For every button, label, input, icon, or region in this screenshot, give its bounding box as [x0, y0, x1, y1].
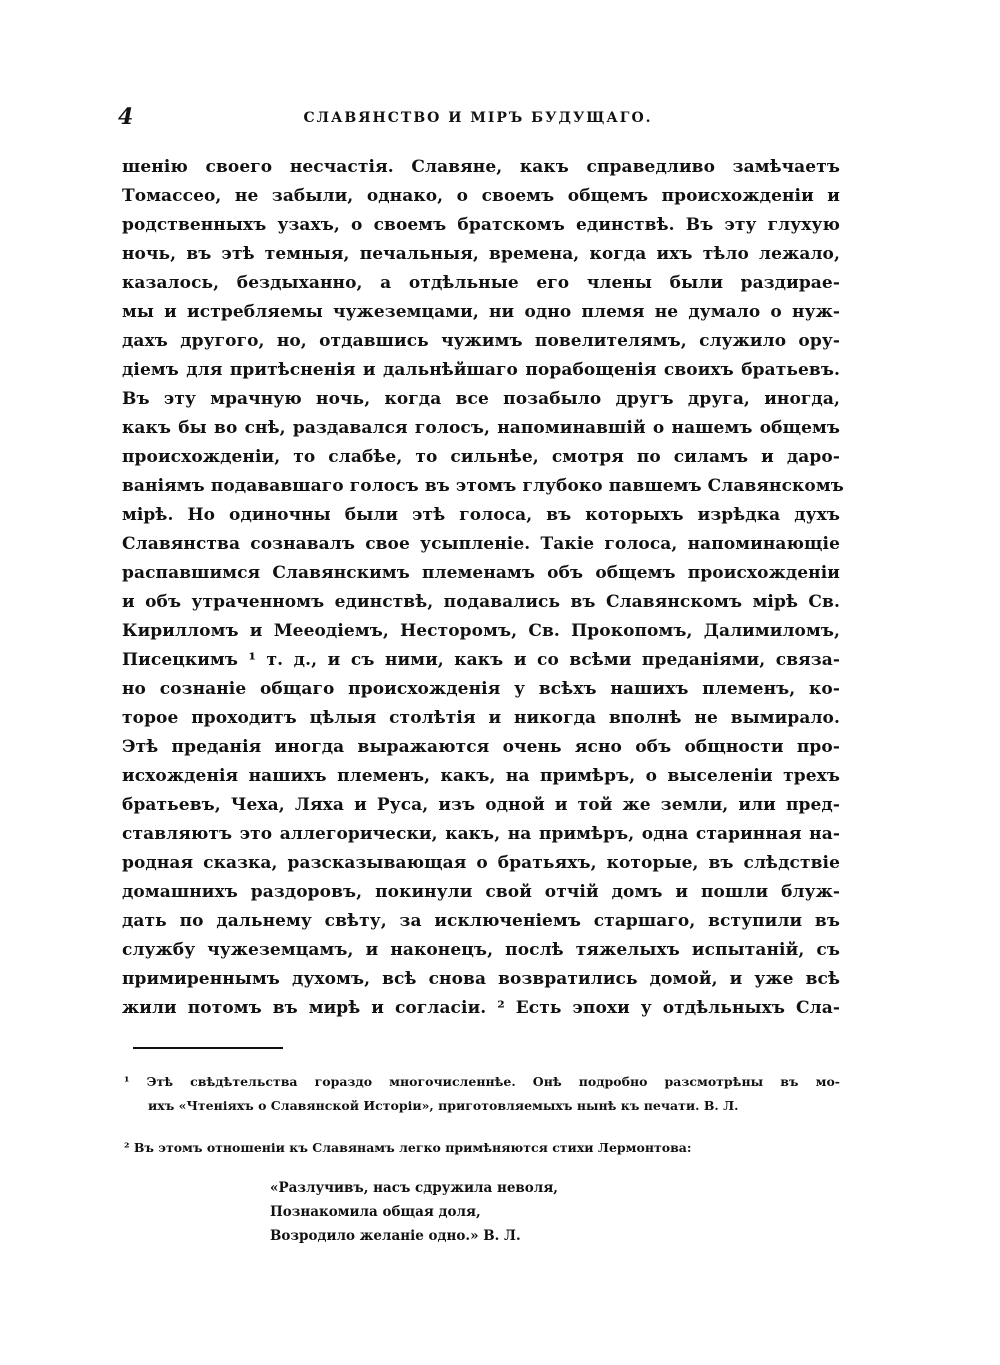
body-text [122, 153, 844, 1023]
body-line: Писецкимъ ¹ т. д., и съ ними, какъ и со всѣми преданіями, связа- [122, 650, 840, 670]
footnote-poem [270, 1176, 670, 1248]
body-line: происхожденіи, то слабѣе, то сильнѣе, смотря по силамъ и даро- [122, 447, 840, 467]
body-line: мірѣ. Но одиночны были этѣ голоса, въ которыхъ изрѣдка духъ [122, 505, 840, 525]
body-line: дать по дальнему свѣту, за исключеніемъ старшаго, вступили въ [122, 911, 840, 931]
body-line: шенію своего несчастія. Славяне, какъ справедливо замѣчаетъ [122, 157, 840, 177]
body-line: родная сказка, разсказывающая о братьяхъ, которые, въ слѣдствіе [122, 853, 840, 873]
footnote-divider [133, 1047, 283, 1049]
body-line: домашнихъ раздоровъ, покинули свой отчій домъ и пошли блуж- [122, 882, 840, 902]
body-line: распавшимся Славянскимъ племенамъ объ общемъ происхожденіи [122, 563, 840, 583]
running-title: СЛАВЯНСТВО И МІРЪ БУДУЩАГО. [303, 110, 653, 126]
body-line: родственныхъ узахъ, о своемъ братскомъ единствѣ. Въ эту глухую [122, 215, 840, 235]
running-head [118, 104, 838, 134]
body-line: Славянства сознавалъ свое усыпленіе. Такіе голоса, напоминающіе [122, 534, 840, 554]
footnote-1-line-1: ¹ Этѣ свѣдѣтельства гораздо многочисленнѣе. Онѣ подробно разсмотрѣны въ мо- [124, 1074, 840, 1089]
poem-line: «Разлучивъ, насъ сдружила неволя, [270, 1180, 559, 1196]
body-line: Кирилломъ и Мееодіемъ, Несторомъ, Св. Прокопомъ, Далимиломъ, [122, 621, 840, 641]
body-line: братьевъ, Чеха, Ляха и Руса, изъ одной и той же земли, или пред- [122, 795, 840, 815]
poem-line: Возродило желаніе одно.» В. Л. [270, 1228, 521, 1244]
body-line: казалось, бездыханно, а отдѣльные его члены были раздирае- [122, 273, 840, 293]
body-line: ваніямъ подававшаго голосъ въ этомъ глубоко павшемъ Славянскомъ [122, 476, 844, 496]
body-line: торое проходитъ цѣлыя столѣтія и никогда вполнѣ не вымирало. [122, 708, 840, 728]
body-line: исхожденія нашихъ племенъ, какъ, на примѣръ, о выселеніи трехъ [122, 766, 840, 786]
body-line: и объ утраченномъ единствѣ, подавались въ Славянскомъ мірѣ Св. [122, 592, 840, 612]
footnote-1-line-2: ихъ «Чтеніяхъ о Славянской Исторіи», приготовляемыхъ нынѣ къ печати. В. Л. [148, 1098, 739, 1113]
body-line: какъ бы во снѣ, раздавался голосъ, напоминавшій о нашемъ общемъ [122, 418, 840, 438]
page-number: 4 [118, 104, 134, 130]
footnote-2: ² Въ этомъ отношеніи къ Славянамъ легко примѣняются стихи Лермонтова: [124, 1140, 692, 1155]
body-line: жили потомъ въ мирѣ и согласіи. ² Есть эпохи у отдѣльныхъ Сла- [122, 998, 840, 1018]
body-line: Томассео, не забыли, однако, о своемъ общемъ происхожденіи и [122, 186, 840, 206]
footnotes [122, 1070, 840, 1160]
body-line: ночь, въ этѣ темныя, печальныя, времена, когда ихъ тѣло лежало, [122, 244, 840, 264]
body-line: но сознаніе общаго происхожденія у всѣхъ нашихъ племенъ, ко- [122, 679, 840, 699]
body-line: службу чужеземцамъ, и наконецъ, послѣ тяжелыхъ испытаній, съ [122, 940, 840, 960]
body-line: дахъ другого, но, отдавшись чужимъ повелителямъ, служило ору- [122, 331, 840, 351]
body-line: Этѣ преданія иногда выражаются очень ясно объ общности про- [122, 737, 840, 757]
body-line: діемъ для притѣсненія и дальнѣйшаго порабощенія своихъ братьевъ. [122, 360, 840, 380]
body-line: Въ эту мрачную ночь, когда все позабыло другъ друга, иногда, [122, 389, 840, 409]
body-line: ставляютъ это аллегорически, какъ, на примѣръ, одна старинная на- [122, 824, 840, 844]
body-line: мы и истребляемы чужеземцами, ни одно племя не думало о нуж- [122, 302, 840, 322]
body-line: примиреннымъ духомъ, всѣ снова возвратились домой, и уже всѣ [122, 969, 840, 989]
poem-line: Познакомила общая доля, [270, 1204, 481, 1220]
